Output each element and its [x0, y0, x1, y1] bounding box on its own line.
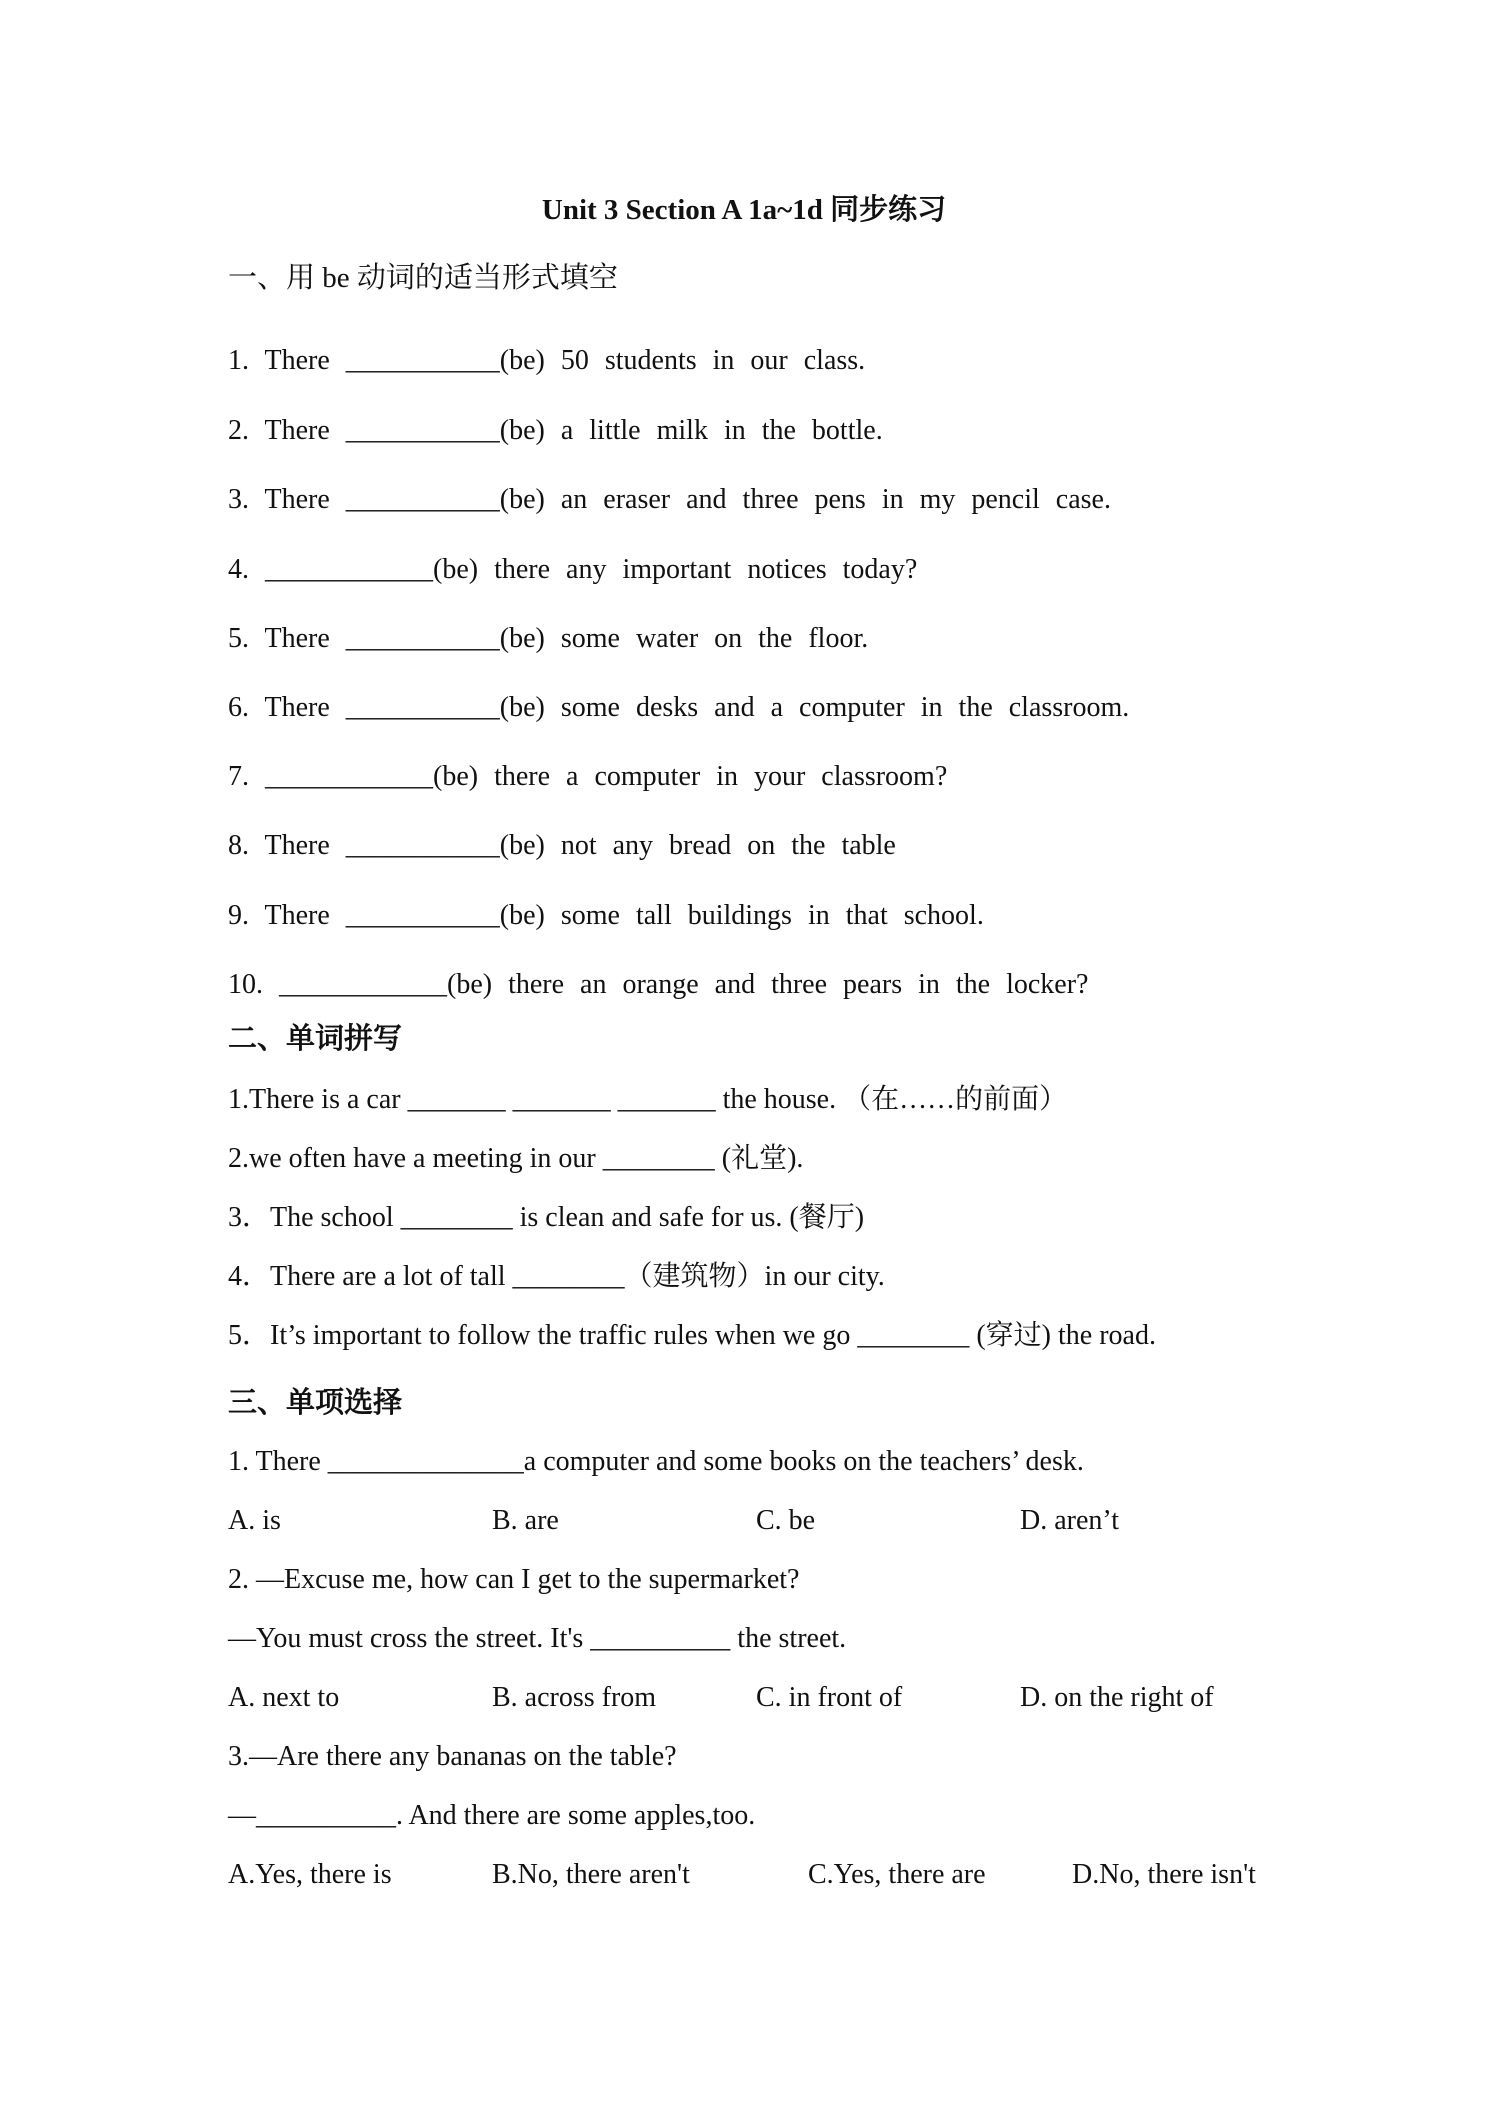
choice-q1-option-d: D. aren’t — [1020, 1505, 1119, 1536]
fill-item-8: 8. There ___________(be) not any bread on the table — [228, 830, 896, 861]
section3-heading: 三、单项选择 — [228, 1387, 403, 1419]
choice-q1-option-b: B. are — [492, 1505, 559, 1536]
choice-q2-option-a: A. next to — [228, 1682, 340, 1713]
choice-q3-option-a: A.Yes, there is — [228, 1859, 392, 1890]
fill-item-7: 7. ____________(be) there a computer in your classroom? — [228, 761, 948, 792]
section1-heading: 一、用 be 动词的适当形式填空 — [228, 262, 618, 294]
choice-q1-option-c: C. be — [756, 1505, 816, 1536]
choice-q2-option-b: B. across from — [492, 1682, 657, 1713]
spell-item-1: 1.There is a car _______ _______ _______ the house. （在……的前面） — [228, 1084, 1068, 1115]
fill-item-2: 2. There ___________(be) a little milk in the bottle. — [228, 415, 883, 446]
spell-item-4: 4．There are a lot of tall ________（建筑物）in our city. — [228, 1261, 885, 1292]
choice-q2-option-c: C. in front of — [756, 1682, 903, 1713]
fill-item-10: 10. ____________(be) there an orange and three pears in the locker? — [228, 969, 1089, 1000]
choice-q2-stem2: —You must cross the street. It's __________ the street. — [228, 1623, 847, 1654]
spell-item-5: 5．It’s important to follow the traffic rules when we go ________ (穿过) the road. — [228, 1320, 1156, 1351]
section2-heading: 二、单词拼写 — [228, 1023, 403, 1055]
choice-q3-stem2: —__________. And there are some apples,too. — [228, 1800, 756, 1831]
fill-item-3: 3. There ___________(be) an eraser and three pens in my pencil case. — [228, 484, 1111, 515]
choice-q2-stem: 2. —Excuse me, how can I get to the supermarket? — [228, 1564, 800, 1595]
fill-item-5: 5. There ___________(be) some water on the floor. — [228, 623, 869, 654]
choice-q1-option-a: A. is — [228, 1505, 281, 1536]
choice-q2-option-d: D. on the right of — [1020, 1682, 1214, 1713]
fill-item-4: 4. ____________(be) there any important notices today? — [228, 554, 918, 585]
choice-q1-stem: 1. There ______________a computer and some books on the teachers’ desk. — [228, 1446, 1084, 1477]
spell-item-2: 2.we often have a meeting in our ________ (礼堂). — [228, 1143, 804, 1174]
page-title: Unit 3 Section A 1a~1d 同步练习 — [541, 194, 947, 226]
choice-q3-option-c: C.Yes, there are — [808, 1859, 986, 1890]
fill-item-6: 6. There ___________(be) some desks and a computer in the classroom. — [228, 692, 1130, 723]
spell-item-3: 3．The school ________ is clean and safe for us. (餐厅) — [228, 1202, 865, 1233]
fill-item-9: 9. There ___________(be) some tall buildings in that school. — [228, 900, 984, 931]
choice-q3-option-d: D.No, there isn't — [1072, 1859, 1256, 1890]
choice-q3-option-b: B.No, there aren't — [492, 1859, 690, 1890]
fill-item-1: 1. There ___________(be) 50 students in our class. — [228, 345, 866, 376]
choice-q3-stem: 3.—Are there any bananas on the table? — [228, 1741, 677, 1772]
